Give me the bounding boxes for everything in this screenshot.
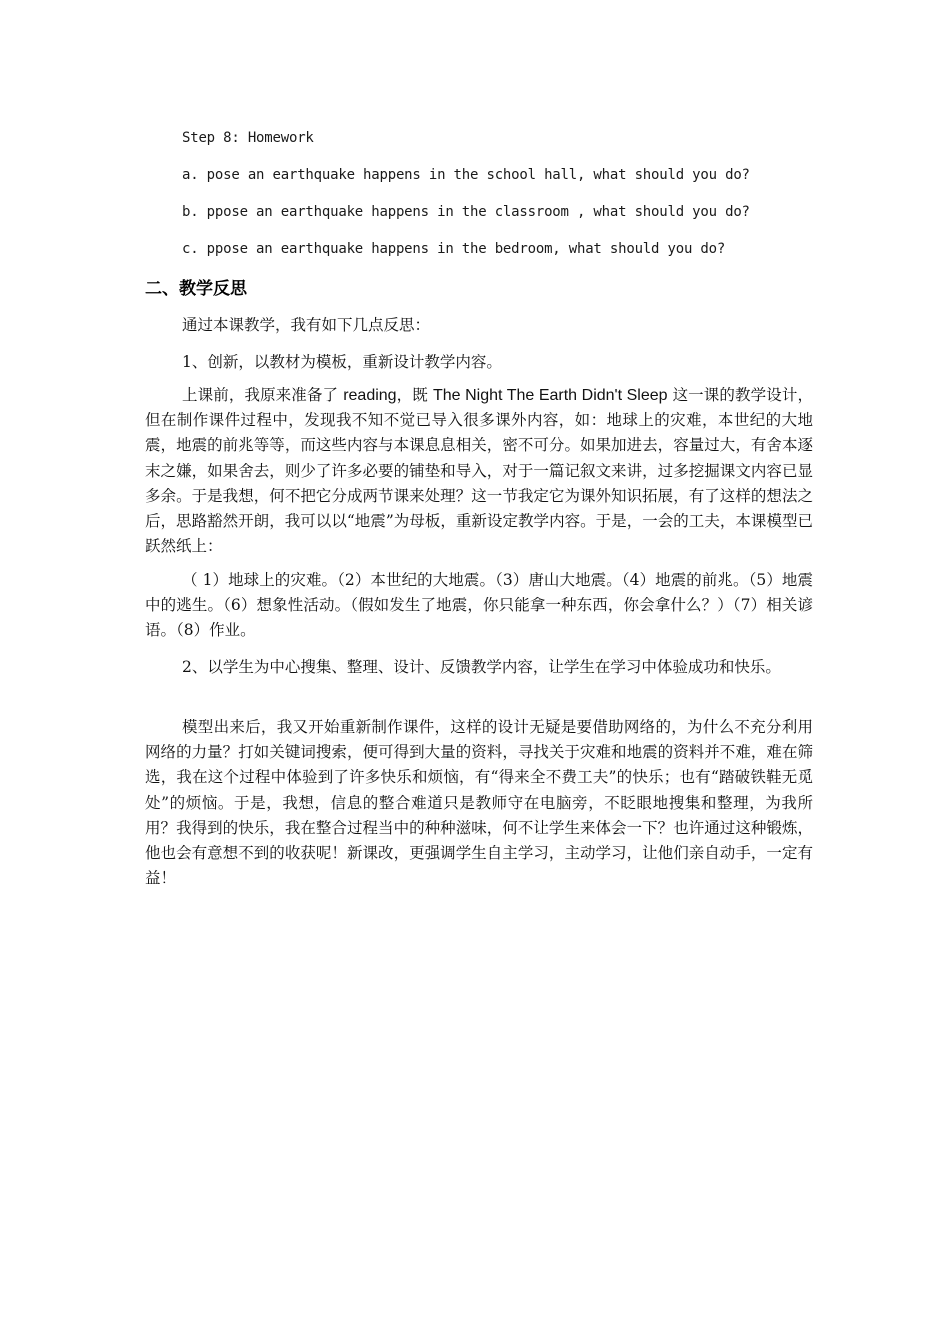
point1-lesson-title: The Night The Earth Didn't Sleep bbox=[432, 387, 668, 404]
point1-body-mid: ，既 bbox=[396, 386, 433, 404]
point1-reading-word: reading bbox=[343, 387, 397, 404]
homework-item-c: c. ppose an earthquake happens in the bedroom, what should you do? bbox=[182, 241, 726, 257]
reflection-intro: 通过本课教学，我有如下几点反思： bbox=[182, 316, 431, 334]
reflection-point2-body: 模型出来后，我又开始重新制作课件，这样的设计无疑是要借助网络的，为什么不充分利用网络的力量？打如关键词搜索，便可得到大量的资料，寻找关于灾难和地震的资料并不难，难在筛选，我在这个过程中体验到了许多快乐和烦恼，有“得来全不费工夫”的快乐；也有“踏破铁鞋无觅处”的烦恼。于是，我想，信息的整合难道只是教师守在电脑旁，不眨眼地搜集和整理，为我所用？我得到的快乐，我在整合过程当中的种种滋味，何不让学生来体会一下？也许通过这种锻炼，他也会有意想不到的收获呢！新课改，更强调学生自主学习，主动学习，让他们亲自动手，一定有益！ bbox=[145, 718, 813, 888]
point1-body-rest: 这一课的教学设计，但在制作课件过程中，发现我不知不觉已导入很多课外内容，如：地球上的灾难，本世纪的大地震，地震的前兆等等，而这些内容与本课息息相关，密不可分。如果加进去，容量过大，有舍本逐末之嫌，如果舍去，则少了许多必要的铺垫和导入，对于一篇记叙文来讲，过多挖掘课文内容已显多余。于是我想，何不把它分成两节课来处理？这一节我定它为课外知识拓展，有了这样的想法之后，思路豁然开朗，我可以以“地震”为母板，重新设定教学内容。于是，一会的工夫，本课模型已跃然纸上： bbox=[145, 386, 813, 556]
reflection-point1-body bbox=[145, 383, 813, 559]
reflection-point1-title: 1、创新，以教材为模板，重新设计教学内容。 bbox=[182, 353, 502, 371]
homework-step-title: Step 8: Homework bbox=[182, 130, 314, 146]
reflection-point2-title: 2、以学生为中心搜集、整理、设计、反馈教学内容，让学生在学习中体验成功和快乐。 bbox=[182, 658, 781, 676]
homework-item-b: b. ppose an earthquake happens in the classroom , what should you do? bbox=[182, 204, 750, 220]
point1-body-start: 上课前，我原来准备了 bbox=[182, 386, 344, 404]
reflection-point1-list: （ 1）地球上的灾难。（2）本世纪的大地震。（3）唐山大地震。（4）地震的前兆。（5）地震中的逃生。（6）想象性活动。（假如发生了地震，你只能拿一种东西，你会拿什么？）（7）相关谚语。（8）作业。 bbox=[145, 571, 813, 640]
section-heading-reflection: 二、教学反思 bbox=[145, 279, 247, 299]
homework-item-a: a. pose an earthquake happens in the school hall, what should you do? bbox=[182, 167, 750, 183]
